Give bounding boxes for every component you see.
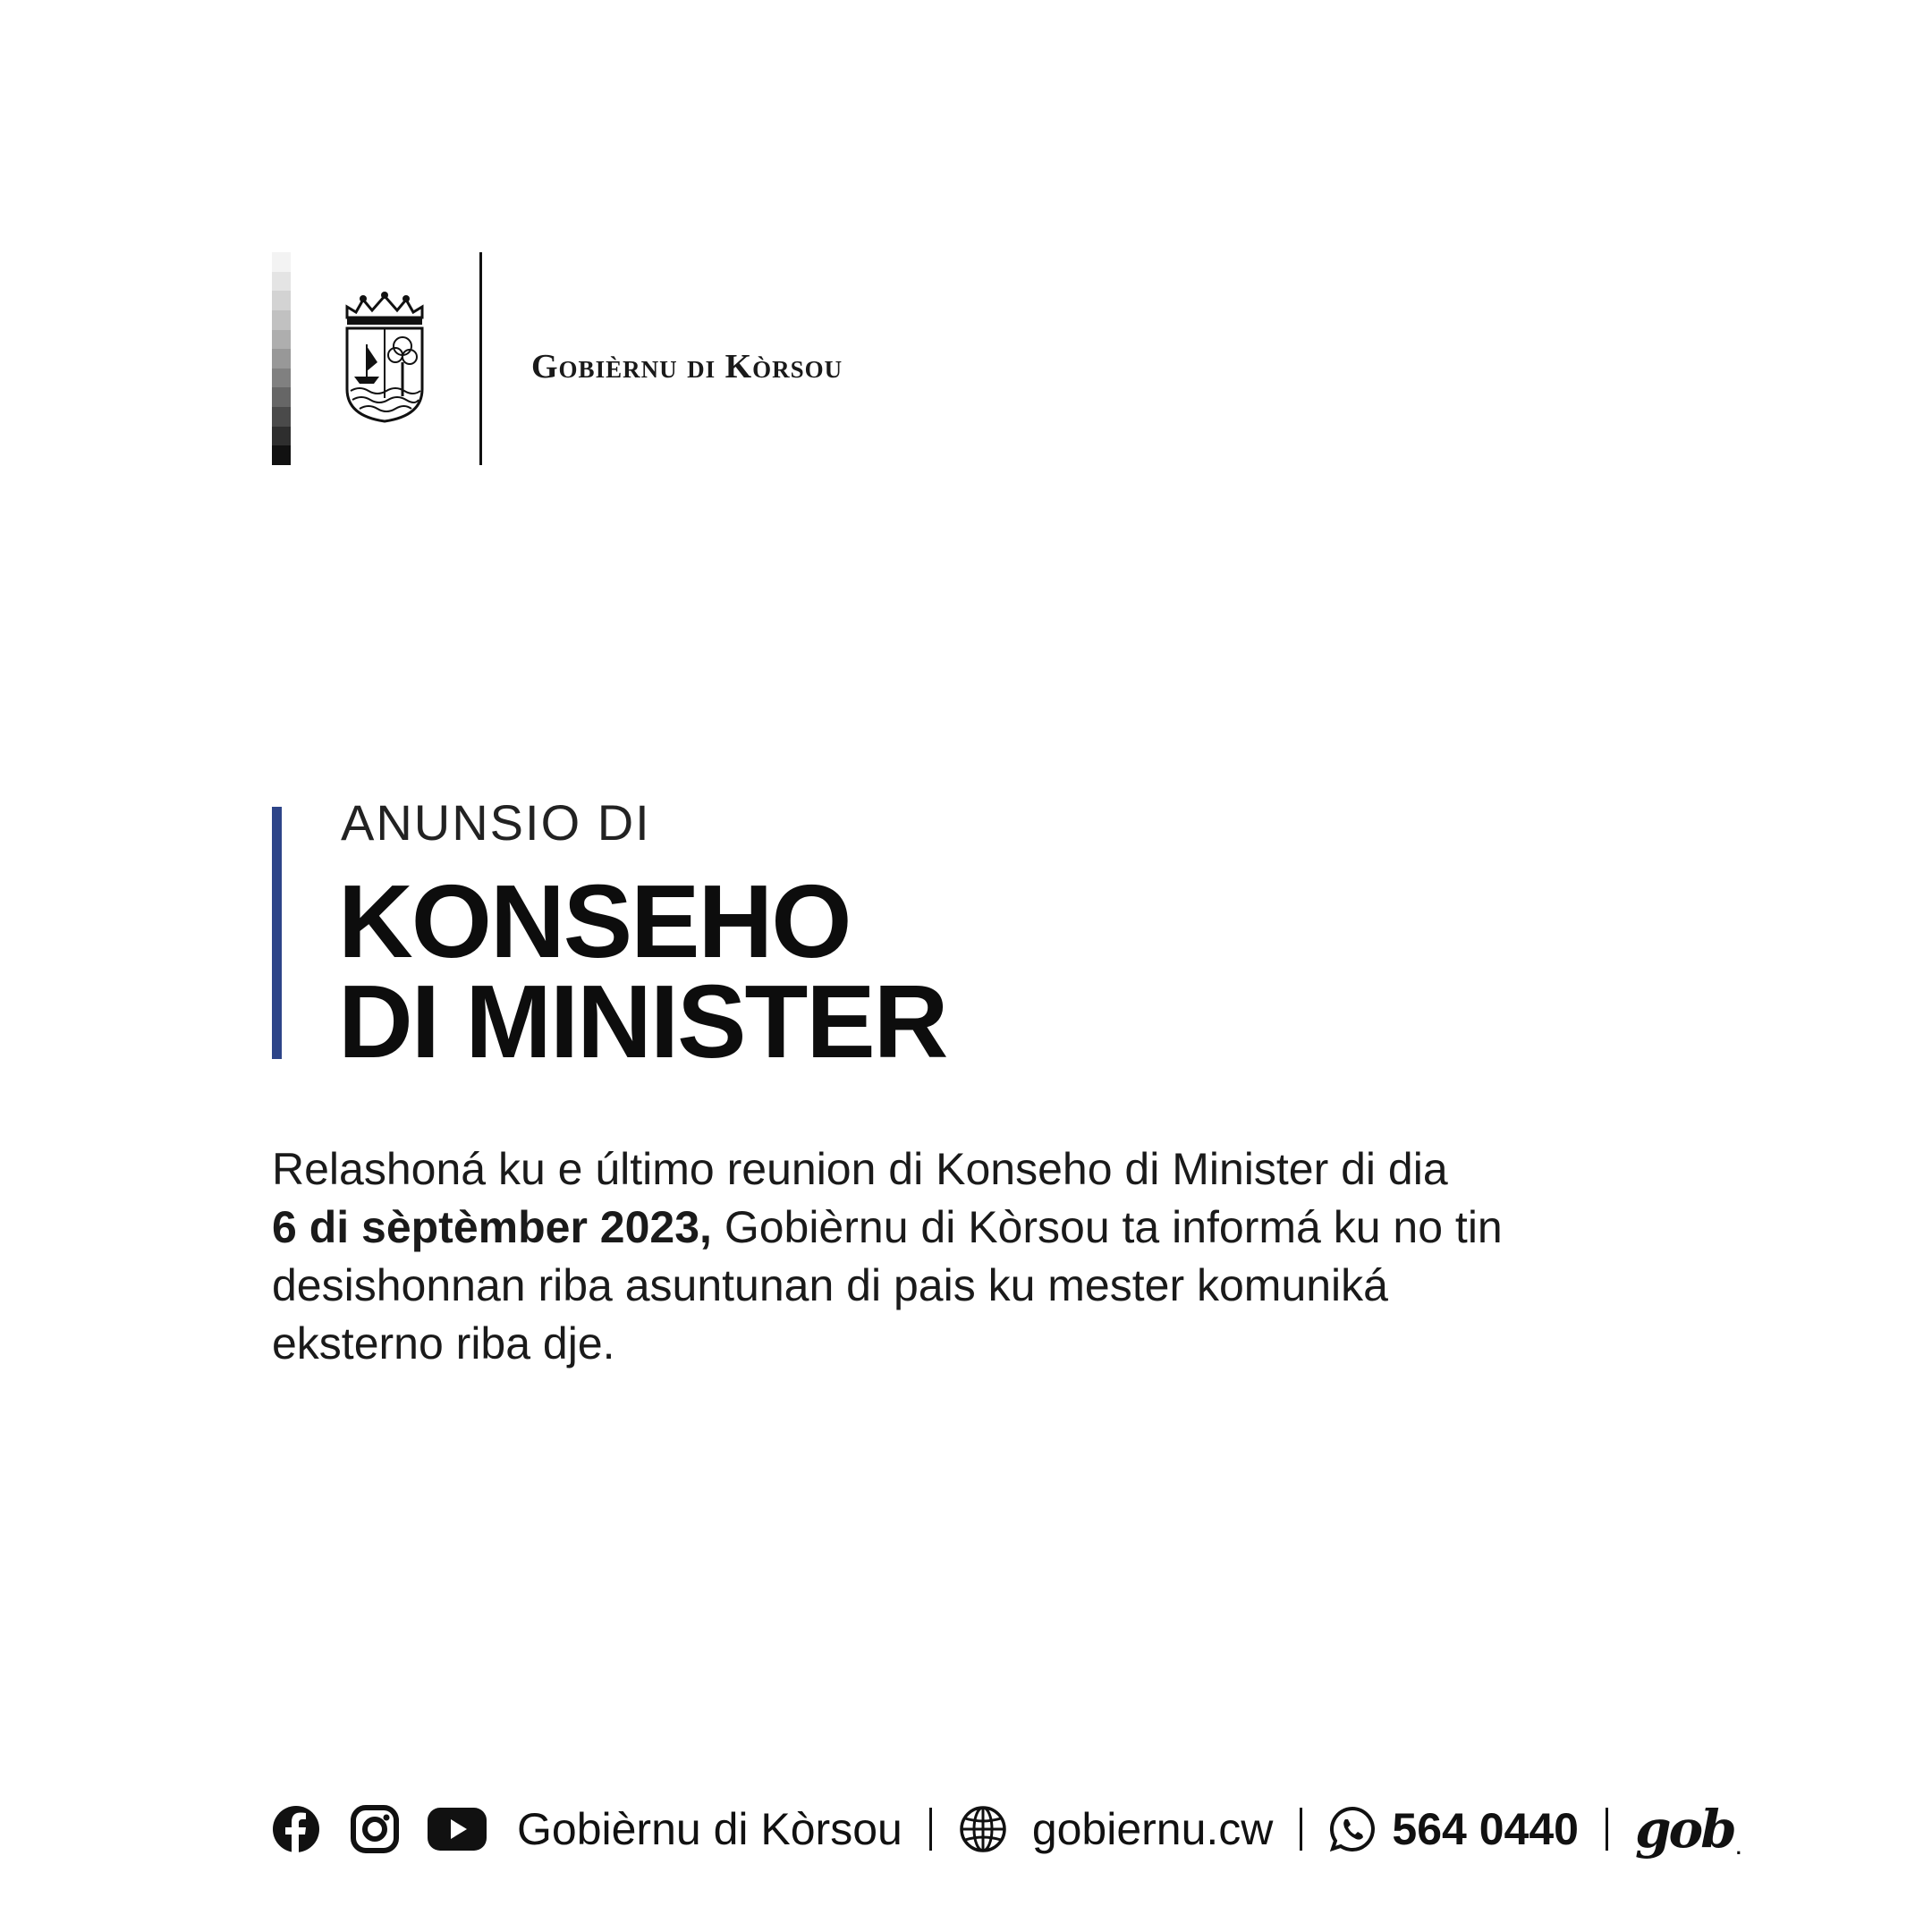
body-line: Relashoná ku e último reunion di Konseho di Minister di dia bbox=[272, 1144, 1448, 1194]
body-line: eksterno riba dje. bbox=[272, 1318, 615, 1368]
gradient-bar bbox=[272, 252, 291, 465]
coat-of-arms-icon bbox=[340, 291, 429, 425]
header-divider bbox=[479, 252, 482, 465]
title-main-line-1: KONSEHO bbox=[338, 863, 851, 979]
gradient-segment bbox=[272, 349, 291, 369]
organization-name: Gobièrnu di Kòrsou bbox=[531, 348, 843, 386]
globe-icon bbox=[959, 1805, 1007, 1853]
phone-number[interactable]: 564 0440 bbox=[1392, 1804, 1579, 1854]
whatsapp-icon bbox=[1329, 1806, 1376, 1852]
gob-brand-dot: . bbox=[1735, 1836, 1741, 1859]
footer-separator bbox=[929, 1808, 932, 1851]
gob-brand-text: gob bbox=[1634, 1799, 1734, 1860]
gradient-segment bbox=[272, 330, 291, 350]
footer-contact-bar bbox=[272, 1798, 1741, 1860]
title-kicker: ANUNSIO DI bbox=[341, 794, 651, 851]
gradient-segment bbox=[272, 310, 291, 330]
gradient-segment bbox=[272, 291, 291, 310]
gradient-segment bbox=[272, 445, 291, 465]
youtube-icon[interactable] bbox=[428, 1808, 487, 1851]
gradient-segment bbox=[272, 369, 291, 388]
body-text-segment: Gobièrnu di Kòrsou ta informá ku no tin bbox=[711, 1202, 1503, 1252]
footer-separator bbox=[1606, 1808, 1608, 1851]
social-account-name: Gobièrnu di Kòrsou bbox=[517, 1804, 902, 1854]
announcement-body bbox=[272, 1140, 1667, 1373]
gradient-segment bbox=[272, 387, 291, 407]
gradient-segment bbox=[272, 427, 291, 446]
body-line: desishonnan riba asuntunan di pais ku mester komuniká bbox=[272, 1260, 1388, 1310]
gradient-segment bbox=[272, 407, 291, 427]
footer-separator bbox=[1300, 1808, 1302, 1851]
body-line bbox=[272, 1199, 1667, 1257]
meeting-date: 6 di sèptèmber 2023, bbox=[272, 1202, 712, 1252]
title-accent-bar bbox=[272, 807, 282, 1059]
instagram-icon[interactable] bbox=[351, 1805, 399, 1853]
gob-brand-logo bbox=[1635, 1799, 1741, 1860]
gradient-segment bbox=[272, 272, 291, 292]
facebook-icon[interactable] bbox=[272, 1805, 320, 1853]
title-main-line-2: DI MINISTER bbox=[338, 963, 947, 1080]
website-link[interactable]: gobiernu.cw bbox=[1031, 1804, 1274, 1854]
gradient-segment bbox=[272, 252, 291, 272]
